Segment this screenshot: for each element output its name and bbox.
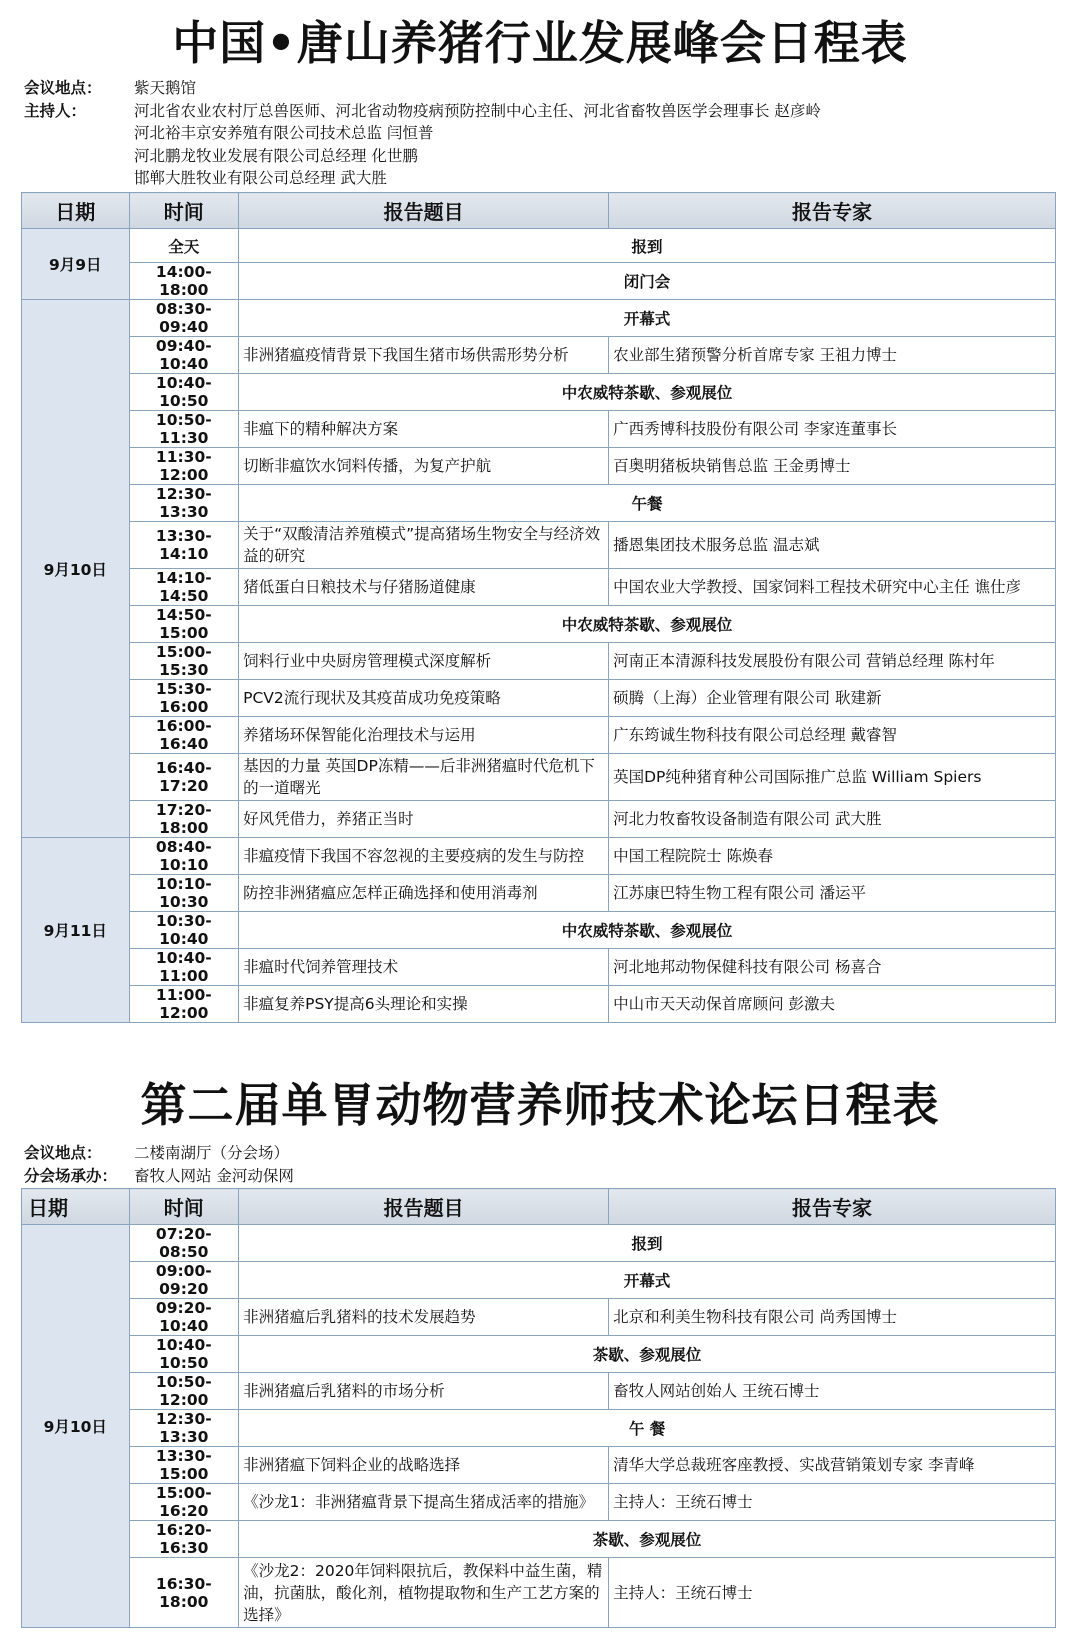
time-cell: 10:40-10:50	[129, 374, 239, 411]
expert-cell: 中山市天天动保首席顾问 彭激夫	[609, 986, 1056, 1023]
table-row	[22, 448, 1056, 485]
time-cell: 15:30-16:00	[129, 680, 239, 717]
expert-cell: 河北地邦动物保健科技有限公司 杨喜合	[609, 949, 1056, 986]
info-value: 河北鹏龙牧业发展有限公司总经理 化世鹏	[134, 146, 418, 165]
time-cell: 12:30-13:30	[129, 1410, 239, 1447]
event-cell: 报到	[239, 229, 1056, 263]
info-label: 会议地点：	[24, 79, 102, 97]
table-row	[22, 643, 1056, 680]
expert-cell: 北京和利美生物科技有限公司 尚秀国博士	[609, 1299, 1056, 1336]
table-row	[22, 337, 1056, 374]
topic-cell: 猪低蛋白日粮技术与仔猪肠道健康	[239, 569, 609, 606]
info-row	[24, 100, 821, 123]
expert-cell: 农业部生猪预警分析首席专家 王祖力博士	[609, 337, 1056, 374]
time-cell: 14:00-18:00	[129, 263, 239, 300]
table-row	[22, 912, 1056, 949]
topic-cell: 非洲猪瘟后乳猪料的市场分析	[239, 1373, 609, 1410]
time-cell: 09:40-10:40	[129, 337, 239, 374]
meeting-info	[24, 77, 821, 190]
info-label: 主持人：	[24, 101, 87, 120]
time-cell: 10:40-10:50	[129, 1336, 239, 1373]
date-cell: 9月10日	[22, 1225, 130, 1628]
event-cell: 午 餐	[239, 1410, 1056, 1447]
time-cell: 09:00-09:20	[129, 1262, 239, 1299]
topic-cell: 《沙龙2：2020年饲料限抗后，教保料中益生菌，精油，抗菌肽，酸化剂，植物提取物和生产工艺方案的选择》	[239, 1558, 609, 1628]
event-cell: 中农威特茶歇、参观展位	[239, 606, 1056, 643]
info-value: 二楼南湖厅（分会场）	[134, 1144, 290, 1162]
topic-cell: 好风凭借力，养猪正当时	[239, 801, 609, 838]
table-row	[22, 229, 1056, 263]
table-row	[22, 1410, 1056, 1447]
event-cell: 闭门会	[239, 263, 1056, 300]
info-value: 河北省农业农村厅总兽医师、河北省动物疫病预防控制中心主任、河北省畜牧兽医学会理事长 赵彦岭	[134, 101, 821, 120]
expert-cell: 河北力牧畜牧设备制造有限公司 武大胜	[609, 801, 1056, 838]
topic-cell: 非洲猪瘟后乳猪料的技术发展趋势	[239, 1299, 609, 1336]
time-cell: 10:10-10:30	[129, 875, 239, 912]
header-expert: 报告专家	[609, 193, 1056, 229]
expert-cell: 河南正本清源科技发展股份有限公司 营销总经理 陈村年	[609, 643, 1056, 680]
time-cell: 14:10-14:50	[129, 569, 239, 606]
time-cell: 13:30-14:10	[129, 522, 239, 569]
info-value: 畜牧人网站 金河动保网	[134, 1166, 294, 1185]
header-topic: 报告题目	[239, 1189, 609, 1225]
table-row	[22, 717, 1056, 754]
topic-cell: 非瘟疫情下我国不容忽视的主要疫病的发生与防控	[239, 838, 609, 875]
time-cell: 13:30-15:00	[129, 1447, 239, 1484]
time-cell: 15:00-15:30	[129, 643, 239, 680]
info-label	[24, 122, 134, 145]
topic-cell: 非瘟时代饲养管理技术	[239, 949, 609, 986]
event-cell: 开幕式	[239, 1262, 1056, 1299]
info-row	[24, 122, 821, 145]
time-cell: 全天	[129, 229, 239, 263]
table-row	[22, 374, 1056, 411]
table-row	[22, 1262, 1056, 1299]
info-label: 分会场承办：	[24, 1166, 118, 1185]
topic-cell: 非瘟下的精种解决方案	[239, 411, 609, 448]
table-row	[22, 986, 1056, 1023]
info-row	[24, 1142, 294, 1165]
table-row	[22, 1336, 1056, 1373]
topic-cell: 《沙龙1：非洲猪瘟背景下提高生猪成活率的措施》	[239, 1484, 609, 1521]
topic-cell: 饲料行业中央厨房管理模式深度解析	[239, 643, 609, 680]
expert-cell: 播恩集团技术服务总监 温志斌	[609, 522, 1056, 569]
table-row	[22, 1447, 1056, 1484]
table-row	[22, 1373, 1056, 1410]
header-date: 日期	[22, 1189, 130, 1225]
event-cell: 茶歇、参观展位	[239, 1521, 1056, 1558]
event-cell: 午餐	[239, 485, 1056, 522]
header-topic: 报告题目	[239, 193, 609, 229]
info-row	[24, 145, 821, 168]
table-row	[22, 300, 1056, 337]
header-date: 日期	[22, 193, 130, 229]
info-value: 紫天鹅馆	[134, 79, 197, 97]
time-cell: 10:30-10:40	[129, 912, 239, 949]
expert-cell: 广西秀博科技股份有限公司 李家连董事长	[609, 411, 1056, 448]
expert-cell: 英国DP纯种猪育种公司国际推广总监 William Spiers	[609, 754, 1056, 801]
expert-cell: 百奥明猪板块销售总监 王金勇博士	[609, 448, 1056, 485]
header-time: 时间	[129, 193, 239, 229]
header-time: 时间	[129, 1189, 239, 1225]
topic-cell: 非洲猪瘟下饲料企业的战略选择	[239, 1447, 609, 1484]
time-cell: 09:20-10:40	[129, 1299, 239, 1336]
topic-cell: 养猪场环保智能化治理技术与运用	[239, 717, 609, 754]
date-cell: 9月10日	[22, 300, 130, 838]
table-row	[22, 1225, 1056, 1262]
expert-cell: 中国工程院院士 陈焕春	[609, 838, 1056, 875]
expert-cell: 江苏康巴特生物工程有限公司 潘运平	[609, 875, 1056, 912]
header-expert: 报告专家	[609, 1189, 1056, 1225]
expert-cell: 清华大学总裁班客座教授、实战营销策划专家 李青峰	[609, 1447, 1056, 1484]
table-row	[22, 1484, 1056, 1521]
forum-title: 第二届单胃动物营养师技术论坛日程表	[140, 1078, 940, 1132]
time-cell: 11:00-12:00	[129, 986, 239, 1023]
topic-cell: 防控非洲猪瘟应怎样正确选择和使用消毒剂	[239, 875, 609, 912]
time-cell: 16:30-18:00	[129, 1558, 239, 1628]
topic-cell: 关于“双酸清洁养殖模式”提高猪场生物安全与经济效益的研究	[239, 522, 609, 569]
expert-cell: 畜牧人网站创始人 王统石博士	[609, 1373, 1056, 1410]
expert-cell: 中国农业大学教授、国家饲料工程技术研究中心主任 谯仕彦	[609, 569, 1056, 606]
time-cell: 11:30-12:00	[129, 448, 239, 485]
topic-cell: 非瘟复养PSY提高6头理论和实操	[239, 986, 609, 1023]
event-cell: 茶歇、参观展位	[239, 1336, 1056, 1373]
time-cell: 12:30-13:30	[129, 485, 239, 522]
table-row	[22, 1521, 1056, 1558]
time-cell: 10:40-11:00	[129, 949, 239, 986]
table-row	[22, 1299, 1056, 1336]
table-row	[22, 680, 1056, 717]
expert-cell: 主持人：王统石博士	[609, 1558, 1056, 1628]
table-row	[22, 801, 1056, 838]
table-row	[22, 838, 1056, 875]
info-row	[24, 77, 821, 100]
time-cell: 16:20-16:30	[129, 1521, 239, 1558]
table-row	[22, 754, 1056, 801]
topic-cell: 非洲猪瘟疫情背景下我国生猪市场供需形势分析	[239, 337, 609, 374]
info-row	[24, 167, 821, 190]
page-title: 中国•唐山养猪行业发展峰会日程表	[172, 16, 908, 70]
expert-cell: 广东筠诚生物科技有限公司总经理 戴睿智	[609, 717, 1056, 754]
event-cell: 中农威特茶歇、参观展位	[239, 912, 1056, 949]
info-value: 邯郸大胜牧业有限公司总经理 武大胜	[134, 169, 387, 187]
time-cell: 08:30-09:40	[129, 300, 239, 337]
event-cell: 报到	[239, 1225, 1056, 1262]
expert-cell: 主持人：王统石博士	[609, 1484, 1056, 1521]
topic-cell: PCV2流行现状及其疫苗成功免疫策略	[239, 680, 609, 717]
time-cell: 10:50-11:30	[129, 411, 239, 448]
table-row	[22, 569, 1056, 606]
time-cell: 14:50-15:00	[129, 606, 239, 643]
time-cell: 16:40-17:20	[129, 754, 239, 801]
table-row	[22, 411, 1056, 448]
topic-cell: 切断非瘟饮水饲料传播，为复产护航	[239, 448, 609, 485]
table-row	[22, 485, 1056, 522]
time-cell: 10:50-12:00	[129, 1373, 239, 1410]
info-label: 会议地点：	[24, 1144, 102, 1162]
table-row	[22, 522, 1056, 569]
forum-info	[24, 1142, 294, 1187]
date-cell: 9月11日	[22, 838, 130, 1023]
event-cell: 中农威特茶歇、参观展位	[239, 374, 1056, 411]
table-row	[22, 1558, 1056, 1628]
info-label	[24, 145, 134, 168]
header-row	[22, 1189, 1056, 1225]
forum-schedule-table	[21, 1188, 1056, 1628]
topic-cell: 基因的力量 英国DP冻精——后非洲猪瘟时代危机下的一道曙光	[239, 754, 609, 801]
time-cell: 17:20-18:00	[129, 801, 239, 838]
date-cell: 9月9日	[22, 229, 130, 300]
table-row	[22, 606, 1056, 643]
expert-cell: 硕腾（上海）企业管理有限公司 耿建新	[609, 680, 1056, 717]
info-label	[24, 167, 134, 190]
time-cell: 08:40-10:10	[129, 838, 239, 875]
event-cell: 开幕式	[239, 300, 1056, 337]
info-row	[24, 1165, 294, 1188]
table-row	[22, 263, 1056, 300]
schedule-table	[21, 192, 1056, 1023]
header-row	[22, 193, 1056, 229]
time-cell: 16:00-16:40	[129, 717, 239, 754]
time-cell: 07:20-08:50	[129, 1225, 239, 1262]
table-row	[22, 875, 1056, 912]
time-cell: 15:00-16:20	[129, 1484, 239, 1521]
info-value: 河北裕丰京安养殖有限公司技术总监 闫恒普	[134, 124, 434, 142]
table-row	[22, 949, 1056, 986]
